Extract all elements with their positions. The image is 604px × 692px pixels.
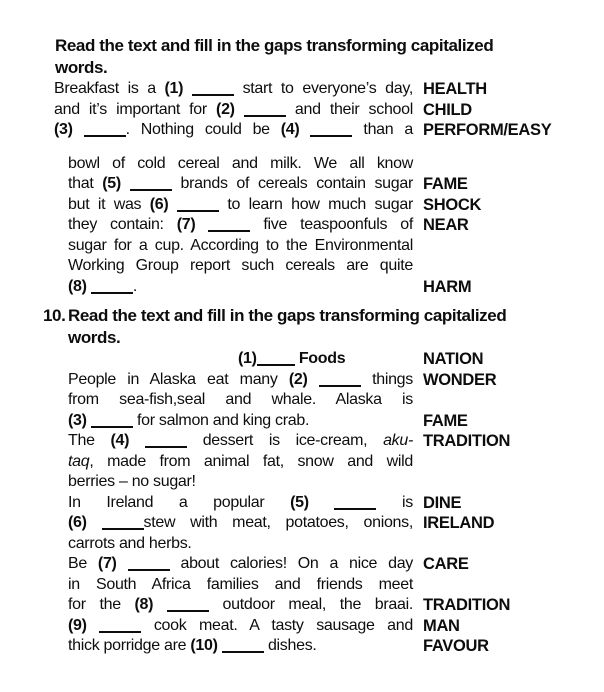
text-segment: (3) [54, 121, 73, 138]
text-segment [195, 216, 208, 233]
line-text [68, 575, 423, 596]
text-segment: and their school [285, 100, 413, 118]
text-block [54, 79, 604, 141]
text-segment: (4) [280, 121, 300, 138]
text-segment: in South Africa families and friends meet [68, 575, 413, 593]
keyword: TRADITION [423, 596, 511, 614]
blank-gap [222, 651, 264, 653]
keyword: CHILD [423, 100, 472, 119]
text-segment: aku- [383, 432, 413, 449]
line-text [68, 195, 423, 216]
blank-gap [334, 508, 376, 510]
text-segment: cook meat. A tasty sausage and [141, 616, 413, 634]
text-line [68, 616, 604, 637]
text-block [68, 370, 604, 657]
text-segment: that [68, 175, 103, 192]
line-text [68, 154, 423, 175]
text-segment: (10) [190, 637, 218, 654]
line-text [68, 534, 423, 555]
blank-gap [319, 385, 361, 387]
text-segment: Foods [298, 350, 346, 367]
blank-gap [130, 189, 172, 191]
text-segment: thick porridge are [68, 637, 191, 654]
text-segment: from sea-fish,seal and whale. Alaska is [68, 391, 413, 408]
text-segment: and it’s important for [54, 100, 217, 118]
text-line [54, 120, 604, 141]
section-heading [55, 35, 493, 79]
blank-gap [167, 610, 209, 612]
text-segment [153, 596, 167, 613]
line-text [68, 370, 423, 391]
section-heading [68, 305, 506, 349]
line-text [68, 636, 423, 657]
section-heading-row [55, 35, 604, 79]
keyword [423, 452, 604, 473]
line-text [68, 277, 423, 298]
line-text [54, 100, 423, 121]
line-text [68, 215, 423, 236]
text-segment [183, 80, 192, 97]
keyword: FAME [423, 411, 468, 430]
text-segment: People in Alaska eat many [68, 370, 289, 388]
text-segment: but it was [68, 195, 150, 213]
keyword [423, 472, 604, 493]
keyword: IRELAND [423, 514, 495, 532]
text-line [68, 636, 604, 657]
text-segment: Working Group report such cereals are quite [68, 257, 413, 274]
text-segment: (9) [68, 616, 87, 634]
line-text [68, 513, 423, 534]
text-line [54, 100, 604, 121]
text-segment [299, 121, 310, 138]
keyword: WONDER [423, 370, 497, 389]
heading-line: Read the text and fill in the gaps transforming capitalized [55, 36, 494, 55]
text-segment: bowl of cold cereal and milk. We all know [68, 154, 413, 172]
text-segment: In Ireland a popular [68, 493, 291, 511]
line-text [68, 431, 423, 452]
text-segment: (5) [102, 175, 121, 192]
text-segment [73, 121, 84, 138]
text-segment: (1) [238, 350, 257, 367]
text-line [68, 215, 604, 236]
text-line [68, 575, 604, 596]
keyword: NEAR [423, 216, 469, 234]
text-segment: taq [68, 452, 90, 470]
blank-gap [102, 528, 144, 530]
text-segment: about calories! On a nice day [169, 555, 413, 572]
line-text [68, 452, 423, 473]
section-heading-row [43, 305, 604, 349]
section-number: 10. [43, 306, 66, 325]
text-segment: Be [68, 555, 98, 572]
line-text [68, 236, 423, 257]
blank-gap [257, 364, 295, 366]
keyword: CARE [423, 555, 469, 573]
line-text [68, 595, 423, 616]
text-segment [168, 196, 176, 213]
text-segment: (2) [288, 370, 308, 388]
heading-line: words. [68, 328, 121, 347]
text-segment: dessert is ice-cream, [186, 432, 384, 449]
text-line [68, 595, 604, 616]
text-segment [121, 175, 130, 192]
line-text [68, 174, 423, 195]
text-line [68, 513, 604, 534]
text-segment: sugar for a cup. According to the Environmental [68, 236, 413, 254]
text-segment [117, 555, 128, 572]
keyword: DINE [423, 493, 462, 512]
text-segment: than a [352, 121, 413, 138]
text-line [68, 554, 604, 575]
text-segment: carrots and herbs. [68, 534, 192, 552]
text-line [68, 195, 604, 216]
text-line [54, 79, 604, 100]
text-segment: (7) [97, 555, 117, 572]
text-segment: (8) [134, 596, 154, 613]
blank-gap [128, 569, 170, 571]
text-segment: (6) [149, 195, 169, 213]
text-segment [308, 371, 319, 388]
text-line [68, 370, 604, 391]
keyword: MAN [423, 616, 460, 635]
keyword [423, 256, 604, 277]
blank-gap [84, 135, 126, 137]
text-line [68, 452, 604, 473]
keyword: FAME [423, 175, 468, 193]
blank-gap [192, 94, 234, 96]
keyword [423, 154, 604, 175]
line-text [54, 120, 423, 141]
text-line [68, 431, 604, 452]
blank-gap [91, 292, 133, 294]
line-text [68, 256, 423, 277]
keyword [423, 236, 604, 257]
blank-gap [99, 631, 141, 633]
line-text [68, 472, 423, 493]
keyword: HARM [423, 277, 472, 296]
exercise-section [43, 35, 604, 297]
line-text [68, 390, 423, 411]
text-line [68, 277, 604, 298]
text-line [68, 390, 604, 411]
text-segment: things [360, 370, 413, 388]
text-segment: outdoor meal, the braai. [208, 596, 413, 613]
text-segment: to learn how much sugar [218, 195, 413, 213]
text-segment [87, 514, 102, 531]
keyword: TRADITION [423, 432, 511, 450]
text-segment: Breakfast is a [54, 80, 165, 97]
text-segment: (1) [164, 80, 184, 97]
text-segment: dishes. [263, 637, 317, 654]
blank-gap [208, 230, 250, 232]
text-segment: (6) [68, 514, 87, 531]
blank-gap [91, 426, 133, 428]
keyword [423, 534, 604, 555]
heading-line: words. [55, 58, 108, 77]
text-line [68, 236, 604, 257]
text-segment: stew with meat, potatoes, onions, [143, 514, 413, 531]
text-line [68, 154, 604, 175]
text-segment [309, 494, 335, 511]
text-line [68, 349, 604, 370]
text-segment: brands of cereals contain sugar [171, 175, 414, 192]
text-segment: for the [68, 596, 135, 613]
line-text [68, 493, 423, 514]
text-segment: they contain: [68, 216, 177, 233]
keyword: PERFORM/EASY [423, 121, 552, 139]
blank-gap [310, 135, 352, 137]
text-segment: (5) [290, 493, 309, 511]
text-segment: . [132, 277, 137, 295]
exercise-section [43, 305, 604, 657]
text-segment: (3) [68, 411, 87, 429]
line-text [68, 554, 423, 575]
text-segment: for salmon and king crab. [132, 411, 310, 429]
text-segment [235, 101, 244, 118]
heading-line: Read the text and fill in the gaps transforming capitalized [68, 306, 507, 325]
text-segment: The [68, 432, 111, 449]
keyword: SHOCK [423, 195, 482, 214]
text-segment: (7) [176, 216, 196, 233]
text-line [68, 493, 604, 514]
text-segment: five teaspoonfuls of [250, 216, 413, 233]
text-segment: berries – no sugar! [68, 473, 196, 490]
text-segment: (8) [68, 277, 87, 295]
keyword [423, 575, 604, 596]
text-line [68, 411, 604, 432]
text-segment: (2) [216, 100, 235, 118]
text-segment: (4) [110, 432, 130, 449]
blank-gap [177, 210, 219, 212]
text-line [68, 256, 604, 277]
keyword: NATION [423, 350, 484, 368]
text-segment [87, 617, 100, 634]
line-text [68, 411, 423, 432]
text-line [68, 472, 604, 493]
text-segment: start to everyone’s day, [233, 80, 413, 97]
text-segment: , made from animal fat, snow and wild [89, 452, 413, 470]
keyword: FAVOUR [423, 637, 489, 655]
text-line [68, 174, 604, 195]
text-line [68, 534, 604, 555]
line-text [68, 616, 423, 637]
text-block [68, 154, 604, 298]
blank-gap [145, 446, 187, 448]
line-text [68, 349, 423, 370]
text-segment [129, 432, 145, 449]
keyword [423, 390, 604, 411]
blank-gap [244, 115, 286, 117]
text-segment: . Nothing could be [125, 121, 281, 138]
keyword: HEALTH [423, 80, 487, 98]
line-text [54, 79, 423, 100]
text-segment: is [376, 493, 413, 511]
